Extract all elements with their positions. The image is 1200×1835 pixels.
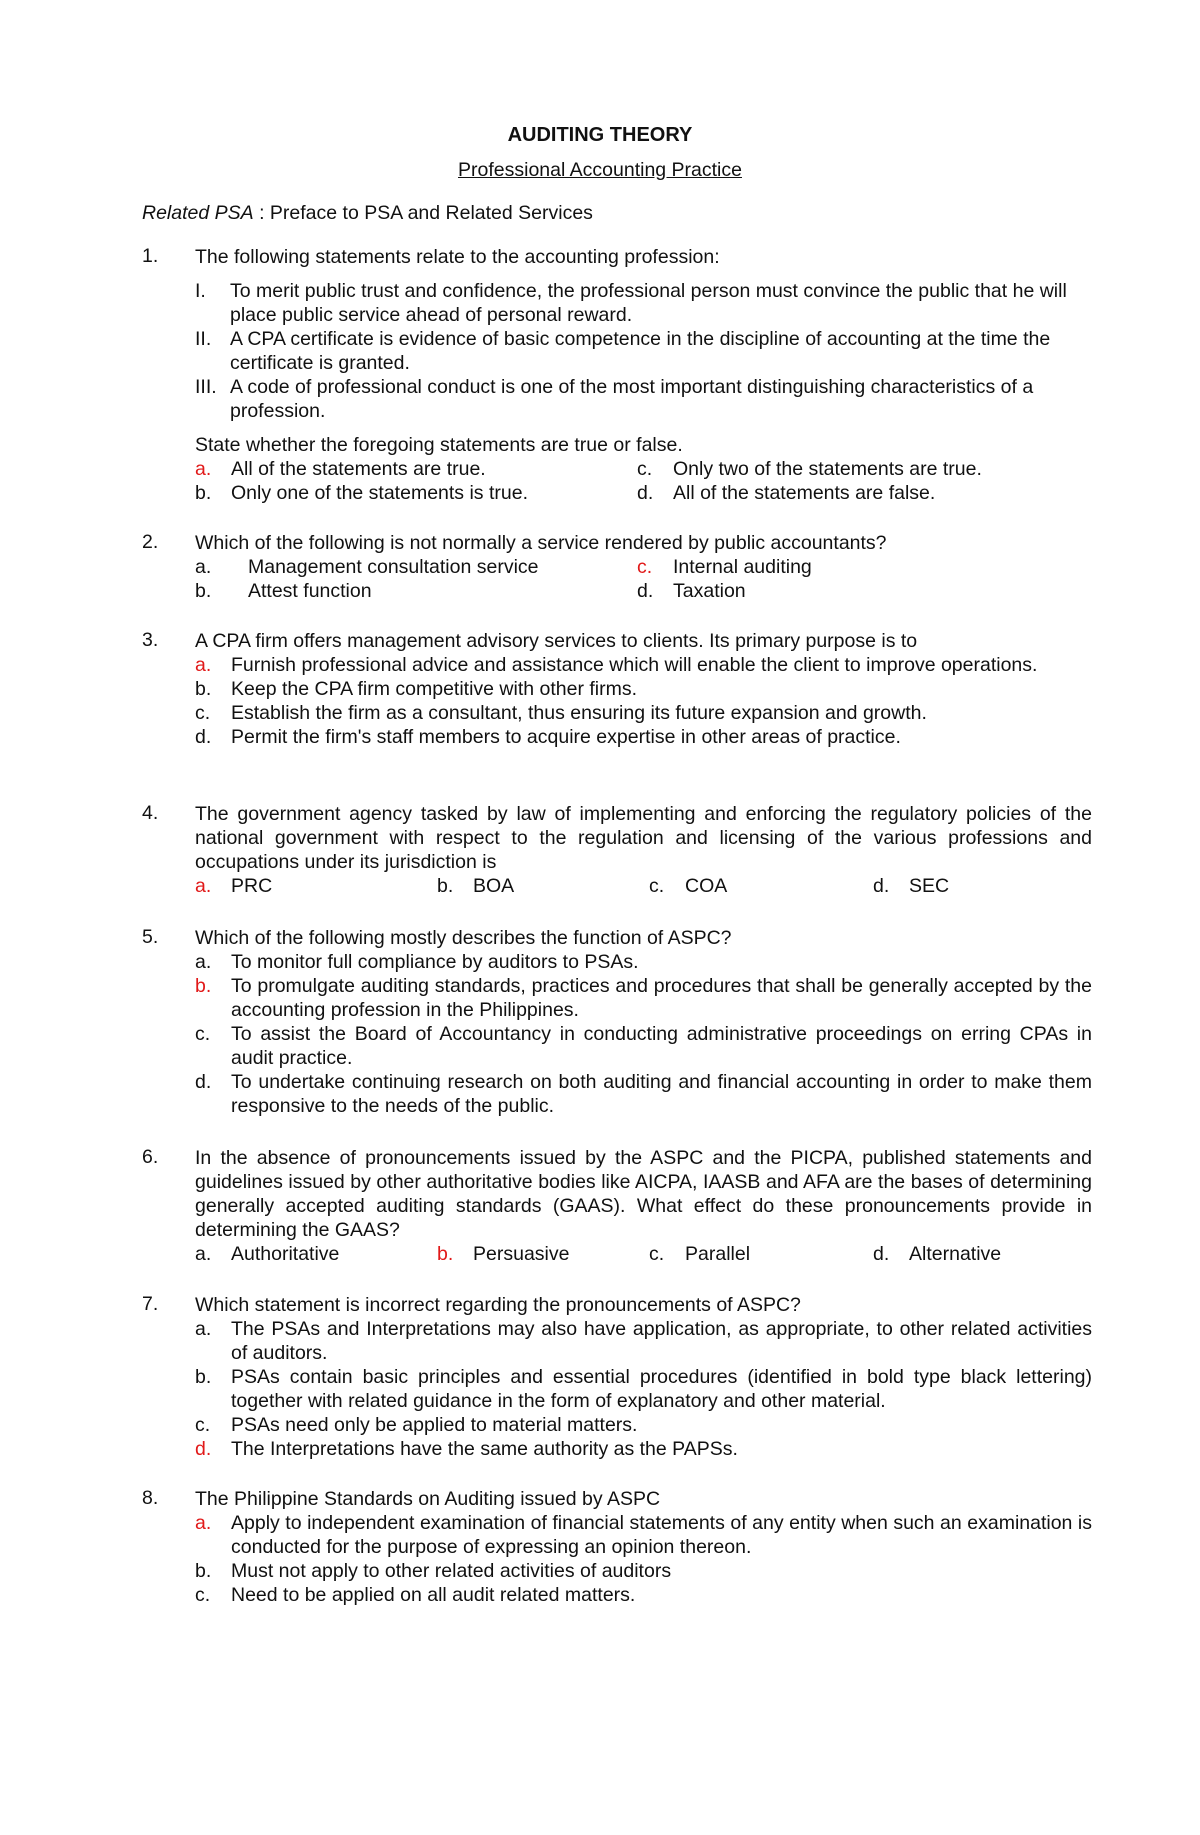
option-label: d. xyxy=(195,726,212,748)
option-text: BOA xyxy=(473,875,515,897)
option-label: a. xyxy=(195,1243,212,1265)
option-item xyxy=(195,950,1092,974)
option-list xyxy=(195,653,1092,749)
option-list xyxy=(195,874,1092,898)
option-item xyxy=(195,653,1092,677)
option-text: Furnish professional advice and assistance which will enable the client to improve operations. xyxy=(231,654,1038,676)
option-text: To monitor full compliance by auditors to PSAs. xyxy=(231,951,639,973)
document-title: AUDITING THEORY xyxy=(507,124,693,146)
option-text: Only one of the statements is true. xyxy=(231,482,528,504)
question-8 xyxy=(142,1487,1092,1607)
statement-list xyxy=(195,279,1092,423)
option-text: To promulgate auditing standards, practices and procedures that shall be generally accepted by the accounting profession in the Philippines. xyxy=(231,975,1092,1021)
option-text: To undertake continuing research on both auditing and financial accounting in order to make them responsive to the needs of the public. xyxy=(231,1071,1092,1117)
question-text: The government agency tasked by law of implementing and enforcing the regulatory policies of the national government with respect to the regulation and licensing of the various professions and occupations under its jurisdiction is xyxy=(195,803,1092,873)
option-item xyxy=(649,874,873,898)
option-label: c. xyxy=(195,1023,211,1045)
option-label: d. xyxy=(195,1438,212,1460)
option-label: d. xyxy=(637,580,654,602)
option-text: Alternative xyxy=(909,1243,1002,1265)
option-item xyxy=(195,974,1092,1022)
option-label: b. xyxy=(195,975,212,997)
question-text: Which of the following mostly describes the function of ASPC? xyxy=(195,927,732,949)
option-list xyxy=(195,1317,1092,1461)
option-label: c. xyxy=(195,1584,211,1606)
option-text: To assist the Board of Accountancy in conducting administrative proceedings on erring CPAs in audit practice. xyxy=(231,1023,1092,1069)
question-text: A CPA firm offers management advisory services to clients. Its primary purpose is to xyxy=(195,630,918,652)
option-label: d. xyxy=(637,482,654,504)
option-label: d. xyxy=(873,875,890,897)
document-subtitle: Professional Accounting Practice xyxy=(458,159,742,181)
question-text: Which statement is incorrect regarding the pronouncements of ASPC? xyxy=(195,1294,801,1316)
option-item xyxy=(195,1511,1092,1559)
option-text: Must not apply to other related activities of auditors xyxy=(231,1560,672,1582)
question-number: 4. xyxy=(142,802,159,824)
option-label: a. xyxy=(195,1512,212,1534)
statement-item xyxy=(195,375,1092,423)
option-text: Internal auditing xyxy=(673,556,812,578)
option-label: a. xyxy=(195,458,212,480)
option-label: b. xyxy=(437,875,454,897)
question-number: 5. xyxy=(142,926,159,948)
option-label: a. xyxy=(195,654,212,676)
related-psa-line xyxy=(142,202,593,225)
option-item xyxy=(437,874,649,898)
option-label: c. xyxy=(649,1243,665,1265)
option-item xyxy=(195,701,1092,725)
statement-label: III. xyxy=(195,376,217,398)
question-text: In the absence of pronouncements issued by the ASPC and the PICPA, published statements and guidelines issued by other authoritative bodies like AICPA, IAASB and AFA are the bases of determining generally accepted auditing standards (GAAS). What effect do these pronouncements provide in determining the GAAS? xyxy=(195,1147,1092,1241)
question-5 xyxy=(142,926,1092,1118)
option-text: All of the statements are false. xyxy=(673,482,936,504)
statement-text: A CPA certificate is evidence of basic competence in the discipline of accounting at the time the certificate is granted. xyxy=(230,328,1051,374)
option-item xyxy=(195,1413,1092,1437)
option-text: Attest function xyxy=(248,580,372,602)
statement-text: A code of professional conduct is one of the most important distinguishing characteristics of a profession. xyxy=(230,376,1034,422)
option-label: b. xyxy=(437,1243,454,1265)
option-text: PSAs contain basic principles and essential procedures (identified in bold type black lettering) together with related guidance in the form of explanatory and other material. xyxy=(231,1366,1092,1412)
option-text: Only two of the statements are true. xyxy=(673,458,982,480)
option-label: b. xyxy=(195,580,212,602)
option-label: c. xyxy=(195,702,211,724)
option-label: b. xyxy=(195,1560,212,1582)
option-item xyxy=(637,579,1077,603)
option-item xyxy=(873,874,1073,898)
question-number: 3. xyxy=(142,629,159,651)
option-item xyxy=(437,1242,649,1266)
option-text: Establish the firm as a consultant, thus ensuring its future expansion and growth. xyxy=(231,702,927,724)
option-text: Parallel xyxy=(685,1243,751,1265)
option-text: PSAs need only be applied to material matters. xyxy=(231,1414,638,1436)
option-list xyxy=(195,1511,1092,1607)
option-label: d. xyxy=(195,1071,212,1093)
option-label: c. xyxy=(637,556,653,578)
option-text: All of the statements are true. xyxy=(231,458,486,480)
statement-label: I. xyxy=(195,280,206,302)
option-list xyxy=(195,555,1092,603)
option-label: a. xyxy=(195,1318,212,1340)
option-item xyxy=(195,1242,437,1266)
option-item xyxy=(195,1317,1092,1365)
question-text: The Philippine Standards on Auditing issued by ASPC xyxy=(195,1488,661,1510)
option-text: The PSAs and Interpretations may also have application, as appropriate, to other related activities of auditors. xyxy=(231,1318,1092,1364)
option-item xyxy=(195,874,437,898)
option-label: a. xyxy=(195,875,212,897)
question-number: 2. xyxy=(142,531,159,553)
option-item xyxy=(195,555,637,579)
option-label: a. xyxy=(195,556,212,578)
option-item xyxy=(195,457,637,481)
option-label: a. xyxy=(195,951,212,973)
option-text: SEC xyxy=(909,875,950,897)
option-text: COA xyxy=(685,875,728,897)
question-number: 7. xyxy=(142,1293,159,1315)
option-label: d. xyxy=(873,1243,890,1265)
question-number: 6. xyxy=(142,1146,159,1168)
option-item xyxy=(195,1583,1092,1607)
option-item xyxy=(637,481,1077,505)
option-text: Permit the firm's staff members to acquire expertise in other areas of practice. xyxy=(231,726,901,748)
option-list xyxy=(195,1242,1092,1266)
statement-item xyxy=(195,279,1092,327)
statement-text: To merit public trust and confidence, the professional person must convince the public that he will place public service ahead of personal reward. xyxy=(230,280,1067,326)
question-1 xyxy=(142,245,1092,505)
question-number: 8. xyxy=(142,1487,159,1509)
option-item xyxy=(637,555,1077,579)
option-item xyxy=(195,481,637,505)
option-item xyxy=(637,457,1077,481)
option-item xyxy=(195,1365,1092,1413)
statement-label: II. xyxy=(195,328,212,350)
question-2 xyxy=(142,531,1092,603)
option-label: c. xyxy=(195,1414,211,1436)
question-3 xyxy=(142,629,1092,749)
option-label: c. xyxy=(649,875,665,897)
option-item xyxy=(195,1022,1092,1070)
option-item xyxy=(649,1242,873,1266)
option-item xyxy=(195,725,1092,749)
option-text: Management consultation service xyxy=(248,556,539,578)
option-item xyxy=(195,1559,1092,1583)
question-7 xyxy=(142,1293,1092,1461)
question-number: 1. xyxy=(142,245,159,267)
related-psa-label: Related PSA xyxy=(142,202,254,224)
statement-item xyxy=(195,327,1092,375)
related-psa-text: : Preface to PSA and Related Services xyxy=(253,202,593,224)
option-item xyxy=(195,1437,1092,1461)
option-text: Persuasive xyxy=(473,1243,570,1265)
option-text: Keep the CPA firm competitive with other firms. xyxy=(231,678,638,700)
option-item xyxy=(195,579,637,603)
question-text: Which of the following is not normally a service rendered by public accountants? xyxy=(195,532,887,554)
option-text: Taxation xyxy=(673,580,746,602)
option-list xyxy=(195,950,1092,1118)
question-4 xyxy=(142,802,1092,898)
option-label: c. xyxy=(637,458,653,480)
option-text: The Interpretations have the same authority as the PAPSs. xyxy=(231,1438,738,1460)
option-item xyxy=(195,1070,1092,1118)
option-label: b. xyxy=(195,678,212,700)
option-text: Apply to independent examination of financial statements of any entity when such an examination is conducted for the purpose of expressing an opinion thereon. xyxy=(231,1512,1092,1558)
question-6 xyxy=(142,1146,1092,1266)
option-label: b. xyxy=(195,482,212,504)
option-label: b. xyxy=(195,1366,212,1388)
option-text: Authoritative xyxy=(231,1243,340,1265)
option-item xyxy=(873,1242,1073,1266)
option-item xyxy=(195,677,1092,701)
question-text: The following statements relate to the accounting profession: xyxy=(195,246,720,268)
option-list xyxy=(195,457,1092,505)
option-text: Need to be applied on all audit related matters. xyxy=(231,1584,636,1606)
question-instruction: State whether the foregoing statements are true or false. xyxy=(195,434,683,456)
option-text: PRC xyxy=(231,875,273,897)
